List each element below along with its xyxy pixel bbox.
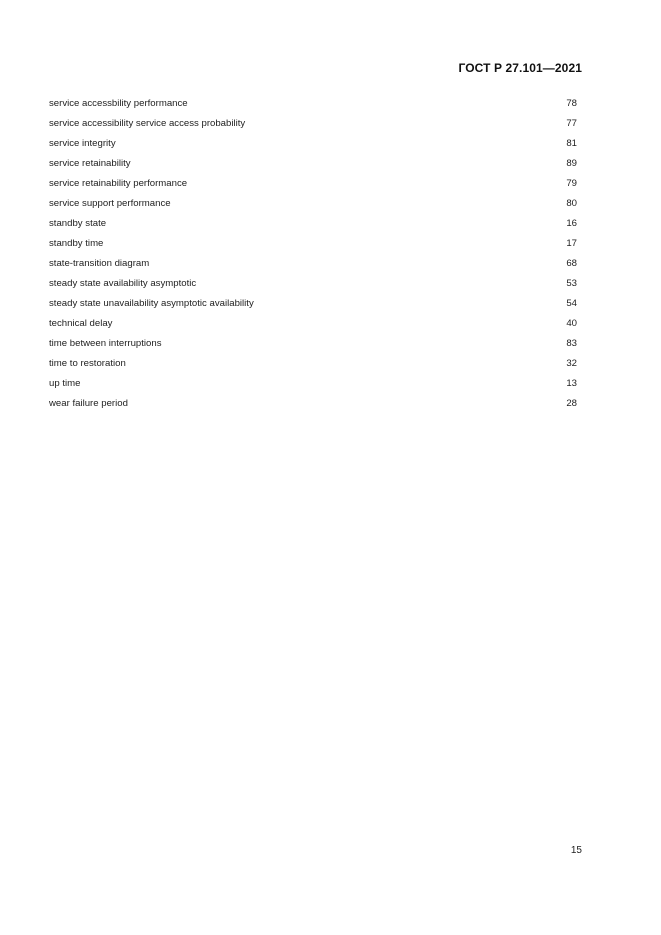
standard-id-header: ГОСТ Р 27.101—2021: [458, 61, 582, 75]
index-page-ref: 77: [566, 118, 577, 129]
index-row: [49, 198, 577, 218]
index-page-ref: 28: [566, 398, 577, 409]
index-page-ref: 54: [566, 298, 577, 309]
index-term: time to restoration: [49, 358, 126, 369]
index-term: state-transition diagram: [49, 258, 150, 269]
index-page-ref: 68: [566, 258, 577, 269]
index-page-ref: 79: [566, 178, 577, 189]
index-page-ref: 16: [566, 218, 577, 229]
index-term: service retainability performance: [49, 178, 188, 189]
index-term: time between interruptions: [49, 338, 162, 349]
index-term: service accessbility performance: [49, 98, 188, 109]
index-term: standby state: [49, 218, 107, 229]
index-term: service accessibility service access probability: [49, 118, 246, 129]
index-row: [49, 278, 577, 298]
index-term: up time: [49, 378, 81, 389]
index-page-ref: 40: [566, 318, 577, 329]
index-row: [49, 158, 577, 178]
index-term: steady state unavailability asymptotic availability: [49, 298, 254, 309]
term-index-list: [49, 98, 577, 418]
index-row: [49, 398, 577, 418]
index-row: [49, 118, 577, 138]
index-row: [49, 298, 577, 318]
index-row: [49, 218, 577, 238]
index-term: wear failure period: [49, 398, 128, 409]
index-page-ref: 89: [566, 158, 577, 169]
index-page-ref: 81: [566, 138, 577, 149]
index-page-ref: 83: [566, 338, 577, 349]
index-row: [49, 318, 577, 338]
index-row: [49, 238, 577, 258]
index-term: service retainability: [49, 158, 131, 169]
index-row: [49, 178, 577, 198]
index-row: [49, 358, 577, 378]
index-page-ref: 32: [566, 358, 577, 369]
index-row: [49, 258, 577, 278]
index-term: service integrity: [49, 138, 116, 149]
index-term: technical delay: [49, 318, 113, 329]
index-row: [49, 98, 577, 118]
index-term: steady state availability asymptotic: [49, 278, 197, 289]
index-row: [49, 138, 577, 158]
index-page-ref: 78: [566, 98, 577, 109]
page-number: 15: [570, 845, 582, 856]
index-page-ref: 17: [566, 238, 577, 249]
index-page-ref: 80: [566, 198, 577, 209]
index-row: [49, 338, 577, 358]
index-term: standby time: [49, 238, 104, 249]
index-term: service support performance: [49, 198, 171, 209]
index-page-ref: 13: [566, 378, 577, 389]
index-row: [49, 378, 577, 398]
index-page-ref: 53: [566, 278, 577, 289]
